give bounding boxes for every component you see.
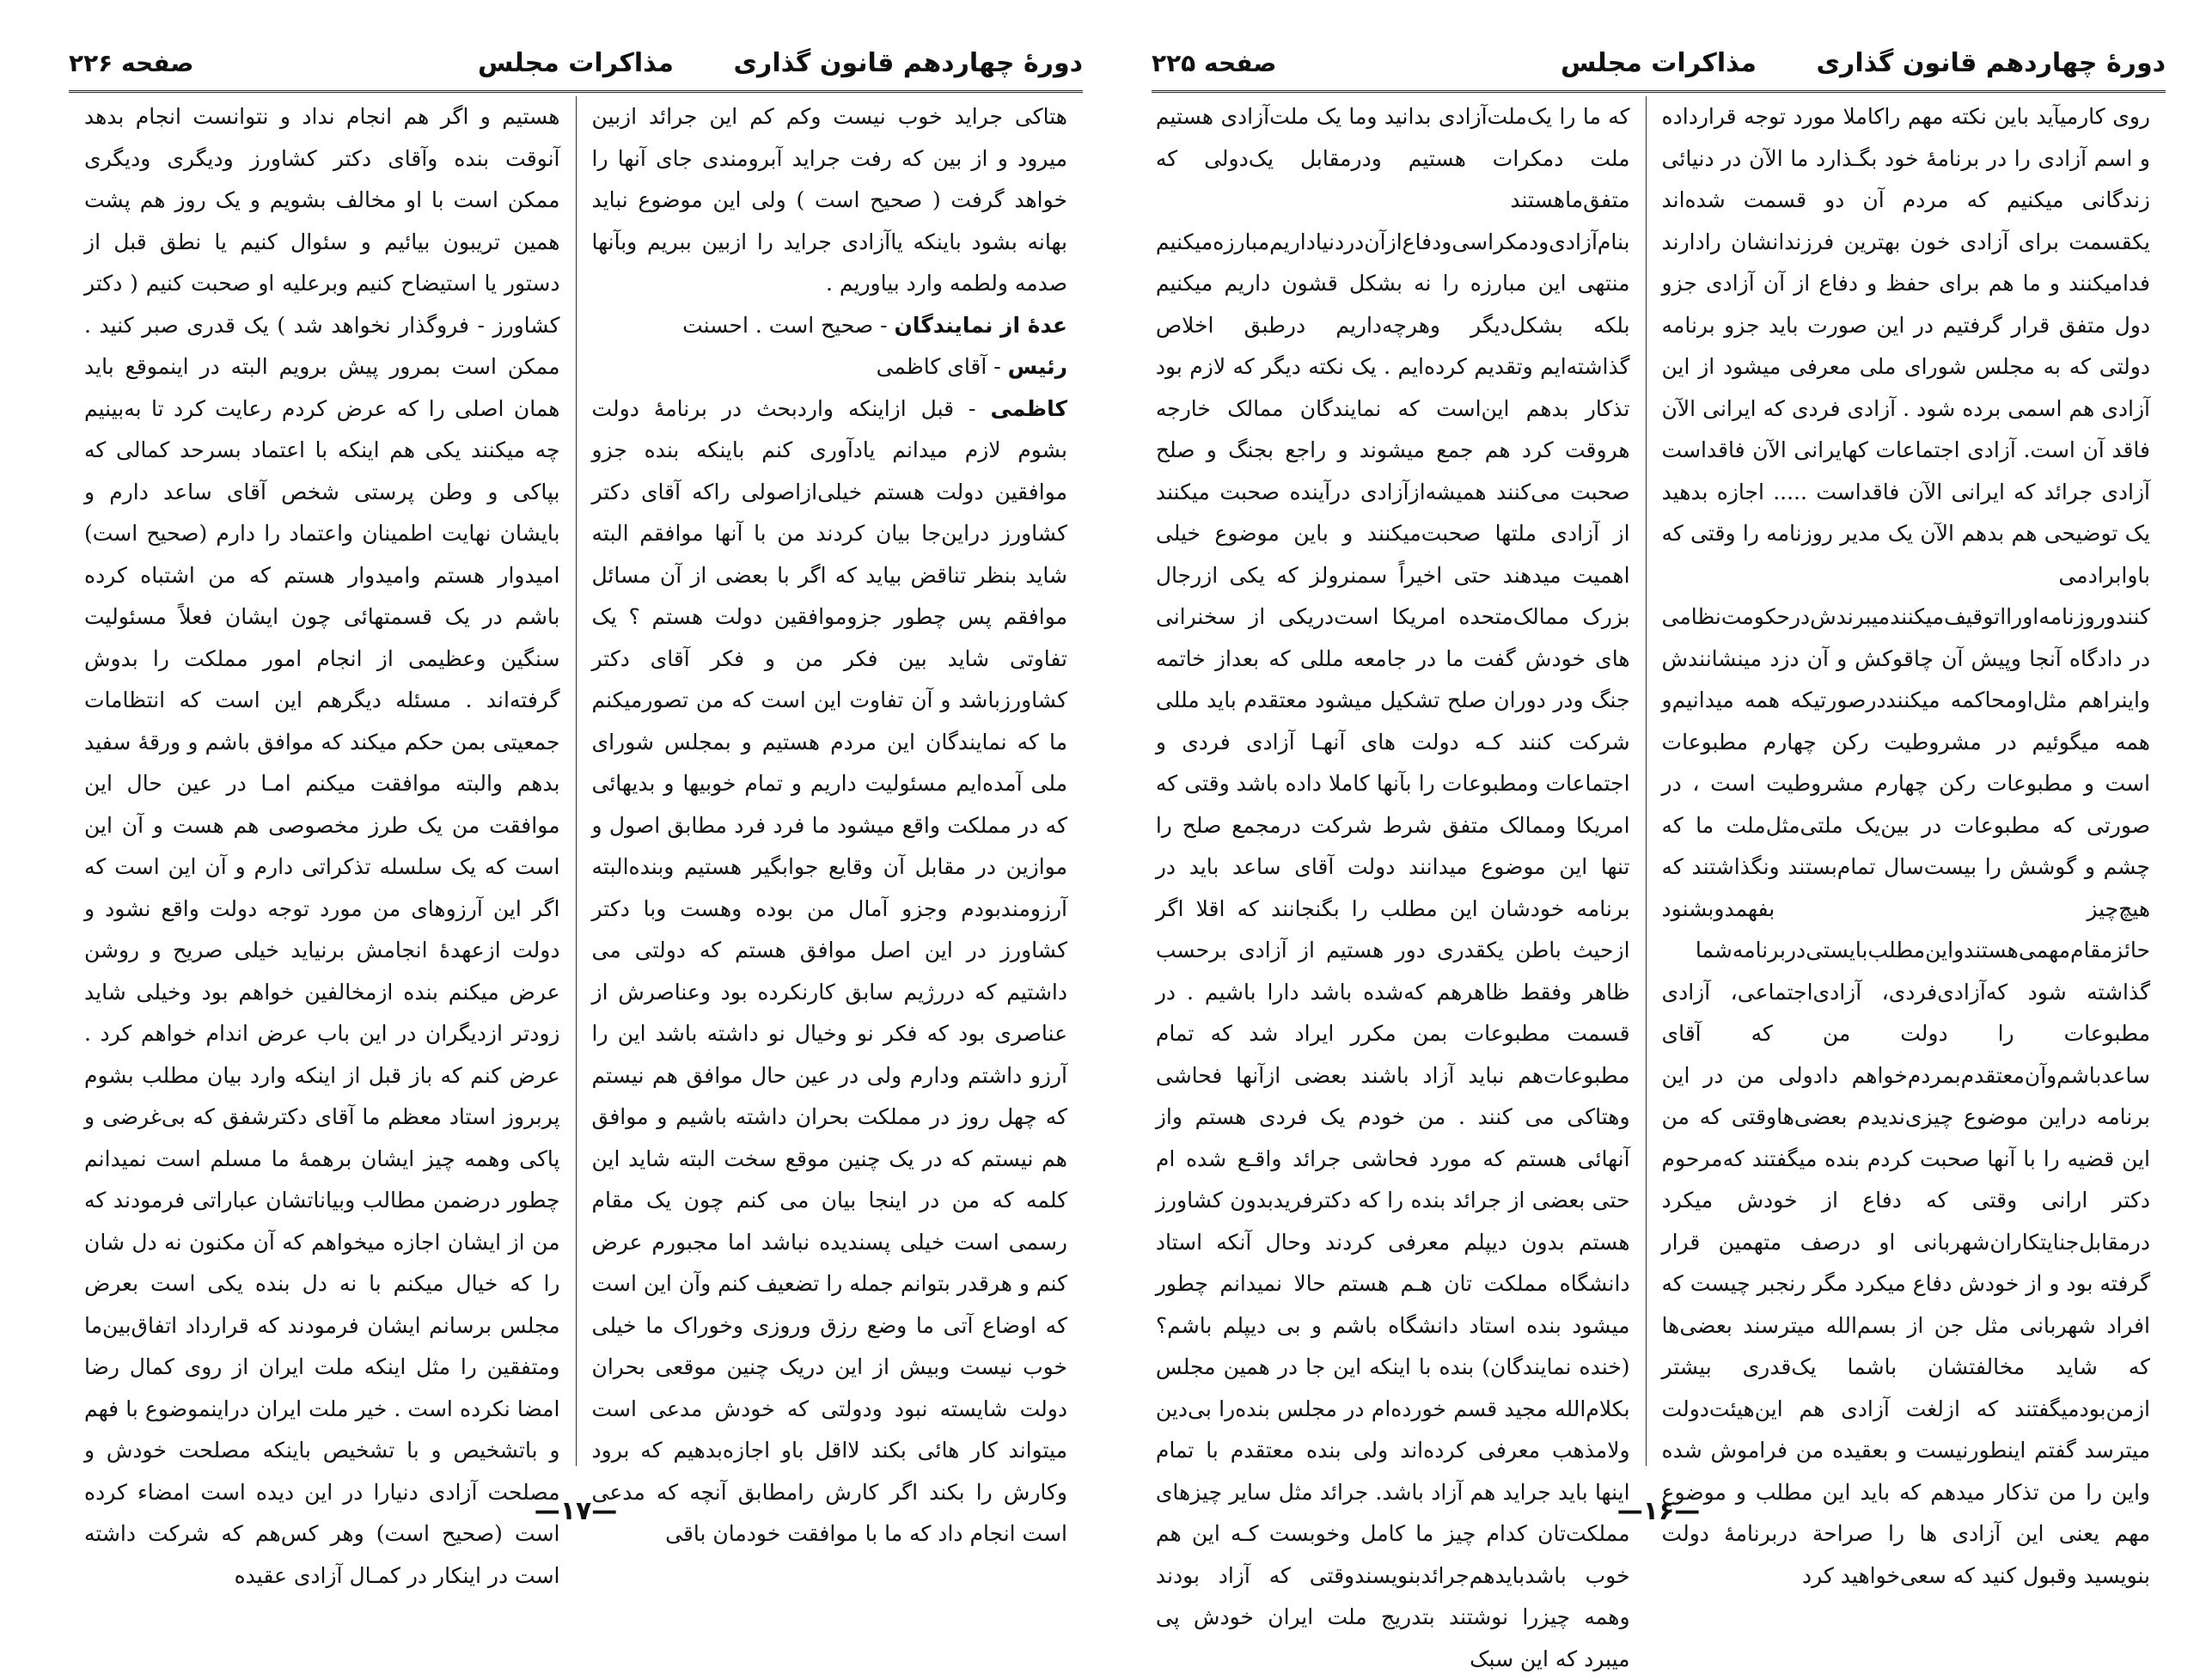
session-title: دورهٔ چهاردهم قانون گذاری bbox=[733, 47, 1083, 78]
session-title: دورهٔ چهاردهم قانون گذاری bbox=[1816, 47, 2166, 78]
column-divider bbox=[576, 96, 577, 1466]
column-right bbox=[577, 96, 1084, 1546]
section-title: مذاکرات مجلس bbox=[477, 47, 675, 78]
page-footer-number: —۱۶— bbox=[1616, 1496, 1701, 1526]
header-rule bbox=[1152, 90, 2166, 93]
column-divider bbox=[1646, 96, 1647, 1466]
page-number-label: صفحه ۲۲۵ bbox=[1152, 48, 1277, 77]
text-paragraph: هستیم و اگر هم انجام نداد و نتوانست انجام بدهد آنوقت بنده وآقای دکتر کشاورز ودیگری ودیگری ممکن است با او مخالف بشویم و یک روز هم پشت همین تریبون بیائیم و سئوال کنیم یا نطق قبل از دستور یا استیضاح کنیم وبرعلیه او صحبت کنیم ( دکتر کشاورز - فروگذار نخواهد شد ) یک قدری صبر کنید . ممکن است بمرور پیش برویم البته در اینموقع باید همان اصلی را که عرض کردم رعایت کرد تا به‌بینیم چه میکنند یکی هم اینکه با اعتماد بسرحد کمالی که بپاکی و وطن پرستی شخص آقای ساعد دارم و بایشان نهایت اطمینان واعتماد را دارم (صحیح است) امیدوار هستم وامیدوار هستم که من اشتباه کرده باشم در یک قسمتهائی چون ایشان فعلاً مسئولیت سنگین وعظیمی از انجام امور مملکت را بدوش گرفته‌اند . مسئله دیگرهم این است که انتظامات جمعیتی بمن حکم میکند که موافق باشم و ورقهٔ سفید بدهم والبته موافقت میکنم امـا در عین حال این موافقت من یک طرز مخصوصی هم هست و آن این است که یک سلسله تذکراتی دارم و آن این است که اگر این آرزوهای من مورد توجه دولت واقع نشود و دولت ازعهدهٔ انجامش برنیاید خیلی صریح و روشن عرض میکنم بنده ازمخالفین خواهم بود وخیلی شاید زودتر ازدیگران در این باب عرض اندام خواهم کرد . عرض کنم که باز قبل از اینکه وارد بیان مطلب بشوم پربروز استاد معظم ما آقای دکترشفق که بی‌غرضی و پاکی وهمه چیز ایشان برهمهٔ ما مسلم است نمیدانم چطور درضمن مطالب وبیاناتشان عباراتی فرمودند که من از ایشان اجازه میخواهم که آن مکنون نه دل شان را که خیال میکنم با نه دل بنده یکی است بعرض مجلس برسانم ایشان فرمودند که قرارداد اتفاق‌بین‌ما ومتفقین را مثل اینکه ملت ایران از روی کمال رضا امضا نکرده است . خیر ملت ایران دراینموضوع با فهم و باتشخیص و با تشخیص باینکه مصلحت خودش و مصلحت آزادی دنیارا در این دیده است امضاء کرده است (صحیح است) وهر کس‌هم که شرکت داشته است در اینکار در کمـال آزادی عقیده bbox=[84, 104, 560, 1588]
page-225 bbox=[1152, 0, 2166, 1671]
speaker-name: کاظمی bbox=[990, 395, 1067, 421]
column-left bbox=[1140, 96, 1646, 1671]
speech-text: - آقای کاظمی bbox=[876, 354, 1008, 379]
page-header bbox=[69, 41, 1083, 84]
speaker-paragraph bbox=[592, 346, 1068, 388]
text-paragraph: هتاکی جراید خوب نیست وکم کم این جرائد ازبین میرود و از بین که رفت جراید آبرومندی جای آنها را خواهد گرفت ( صحیح است ) ولی این موضوع نباید بهانه بشود باینکه یاآزادی جراید را ازبین ببریم وبآنها صدمه ولطمه وارد بیاوریم . bbox=[591, 104, 1067, 296]
speaker-paragraph bbox=[592, 388, 1068, 1555]
page-226 bbox=[69, 0, 1083, 1588]
page-footer-number: —۱۷— bbox=[534, 1496, 618, 1526]
speaker-name: عدهٔ از نمایندگان bbox=[894, 312, 1067, 338]
text-paragraph: روی کارمیآید باین نکته مهم راکاملا مورد توجه قرارداده و اسم آزادی را در برنامهٔ خود بگـذارد ما الآن در دنیائی زندگانی میکنیم که مردم آن دو قسمت شده‌اند یکقسمت برای آزادی خون بهترین فرزندانشان رادارند فدامیکنند و ما هم برای حفظ و دفاع از آن آزادی جزو دول متفق قرار گرفتیم در این صورت باید جزو برنامه دولتی که به مجلس شورای ملی معرفی میشود از این آزادی هم اسمی برده شود . آزادی فردی که ایرانی الآن فاقد آن است. آزادی اجتماعات کهایرانی الآن فاقداست آزادی جرائد که ایرانی الآن فاقداست ..... اجازه بدهید یک توضیحی هم بدهم الآن یک مدیر روزنامه را وقتی که باوابرادمی کنندوروزنامه‌اورااتوقیف‌میکنندمیبرندش‌درحکومت‌نظامی در دادگاه آنجا وپیش آن چاقوکش و آن دزد مینشانندش واینرا‌هم مثل‌او‌محاکمه میکنند‌درصورتیکه همه میدانیم‌و همه میگوئیم در مشروطیت رکن چهارم مطبوعات است و مطبوعات رکن چهارم مشروطیت است ، در صورتی که مطبوعات در بین‌یک ملتی‌مثل‌ملت ما که چشم و گوشش را بیست‌سال تمام‌بستند ونگذاشتند که هیچ‌چیز بفهمدوبشنود حائزمقام‌مهمی‌هستندواین‌مطلب‌بایستی‌دربرنامه‌شما گذاشته شود که‌آزادی‌فردی، آزادی‌اجتماعی، آزادی مطبوعات را دولت من که آقای ساعدباشم‌و‌آن‌معتقدم‌بمردم‌خواهم دادولی من در این برنامه دراین موضوع چیزی‌ندیدم بعضی‌هاوقتی که من این قضیه را با آنها صحبت کردم بنده میگفتند که‌مرحوم دکتر ارانی وقتی که دفاع از خودش میکرد درمقابل‌جنایتکاران‌شهربانی او درصف متهمین قرار گرفته بود و از خودش دفاع میکرد مگر رنجبر چیست که افراد شهربانی مثل جن از بسم‌الله میترسند بعضی‌ها که شاید مخالفتشان باشما یک‌قدری بیشتر ازمن‌بودمیگفتند که ازلغت آزادی هم این‌هیئت‌دولت میترسد گفتم اینطورنیست و بعقیده من فراموش شده واین را من تذکار میدهم که باید این مطلب و موضوع مهم یعنی این آزادی ها را صراحة دربرنامهٔ دولت بنویسید وقبول کنید که سعی‌خواهید کرد bbox=[1661, 104, 2150, 1588]
header-rule bbox=[69, 90, 1083, 93]
speech-text: - قبل ازاینکه واردبحث در برنامهٔ دولت بشوم لازم میدانم یادآوری کنم باینکه بنده جزو موافقین دولت هستم خیلی‌ازاصولی راکه آقای دکتر کشاورز دراین‌جا بیان کردند من با آنها موافقم البته شاید بنظر تناقض بیاید که اگر با بعضی از آن مسائل موافقم پس چطور جزوموافقین دولت هستم ؟ یک تفاوتی شاید بین فکر من و فکر آقای دکتر کشاورزباشد و آن تفاوت این است که من تصورمیکنم ما که نمایندگان این مردم هستیم و بمجلس شورای ملی آمده‌ایم مسئولیت داریم و تمام خوبیها و بدیهائی که در مملکت واقع میشود ما فرد فرد مطابق اصول و موازین در مقابل آن وقایع جوابگیر هستیم وبنده‌البته آرزومندبودم وجزو آمال من بوده وهست وبا دکتر کشاورز در این اصل موافق هستم که دولتی می داشتیم که دررژیم سابق کارنکرده بود وعناصرش از عناصری بود که فکر نو وخیال نو داشته باشد این را آرزو داشتم ودارم ولی در عین حال موافق هم نیستم که چهل روز در مملکت بحران داشته باشیم و موافق هم نیستم که در یک چنین موقع سخت البته شاید این کلمه که من در اینجا بیان می کنم چون یک مقام رسمی است خیلی پسندیده نباشد اما مجبورم عرض کنم و هرقدر بتوانم جمله را تضعیف کنم وآن این است که اوضاع آتی ما وضع رزق وروزی وخوراک ما خیلی خوب نیست وبیش از این دریک چنین موقعی بحران دولت شایسته نبود ودولتی که خودش مدعی است میتواند کار هائی بکند لااقل باو اجازه‌بدهیم که برود وکارش را بکند اگر کارش رامطابق آنچه که مدعی است انجام داد که ما با موافقت خودمان باقی bbox=[591, 395, 1067, 1546]
page-header bbox=[1152, 41, 2166, 84]
section-title: مذاکرات مجلس bbox=[1560, 47, 1757, 78]
speech-text: - صحیح است . احسنت bbox=[682, 312, 895, 338]
speaker-paragraph bbox=[592, 305, 1068, 347]
speaker-name: رئیس bbox=[1007, 354, 1067, 379]
page-number-label: صفحه ۲۲۶ bbox=[69, 48, 194, 77]
text-paragraph: که ما را یک‌ملت‌آزادی بدانید وما یک ملت‌آزادی هستیم ملت دمکرات هستیم ودرمقابل یک‌دولی که متفق‌ماهستند بنام‌آزادی‌و‌دمکراسی‌و‌دفاع‌از‌آن‌در‌دنیا‌داریم‌مبارزه‌میکنیم منتهی این مبارزه را نه بشکل قشون داریم میکنیم بلکه بشکل‌دیگر وهرچه‌داریم درطبق اخلاص گذاشته‌ایم وتقدیم کرده‌ایم . یک نکته دیگر که لازم بود تذکار بدهم این‌است که نمایندگان ممالک خارجه هروقت کرد هم جمع میشوند و راجع بجنگ و صلح صحبت می‌کنند همیشه‌ازآزادی درآینده صحبت میکنند از آزادی ملتها صحبت‌میکنند و باین موضوع خیلی اهمیت میدهند حتی اخیراً سمنرولز که یکی ازرجال بزرک ممالک‌متحده امریکا است‌دریکی از سخنرانی های خودش گفت ما در جامعه مللی که بعداز خاتمه جنگ ودر دوران صلح تشکیل میشود معتقدم باید مللی شرکت کنند کـه دولت های آنهـا آزادی فردی و اجتماعات ومطبوعات را بآنها کاملا داده باشد وقتی که امریکا وممالک متفق شرط شرکت درمجمع صلح را تنها این موضوع میدانند دولت آقای ساعد باید در برنامه خودشان این مطلب را بگنجانند که اقلا اگر ازحیث باطن یکقدری دور هستیم از آزادی برحسب ظاهر وفقط ظاهرهم که‌شده باشد دارا باشیم . در قسمت مطبوعات بمن مکرر ایراد شد که تمام مطبوعات‌هم نباید آزاد باشند بعضی ازآنها فحاشی وهتاکی می کنند . من خودم یک فردی هستم واز آنهائی هستم که مورد فحاشی جرائد واقـع شده ام حتی بعضی از جرائد بنده را که دکتر‌فرید‌بدون کشاورز هستم بدون دیپلم معرفی کردند وحال آنکه استاد دانشگاه مملکت تان هـم هستم حالا نمیدانم چطور میشود بنده استاد دانشگاه باشم و بی دیپلم باشم؟ (خنده نمایندگان) بنده با اینکه این جا در همین مجلس بکلام‌الله مجید قسم خورده‌ام در مجلس بنده‌را بی‌دین ولامذهب معرفی کرده‌اند ولی بنده معتقدم با تمام اینها باید جراید هم آزاد باشد. جرائد مثل سایر چیزهای مملکت‌تان کدام چیز ما کامل وخوبست کـه این هم خوب باشد‌باید‌هم‌جرائدبنویسندوقتی که آزاد بودند وهمه چیزرا نوشتند بتدریج ملت ایران خودش پی میبرد که این سبک bbox=[1155, 104, 1630, 1671]
